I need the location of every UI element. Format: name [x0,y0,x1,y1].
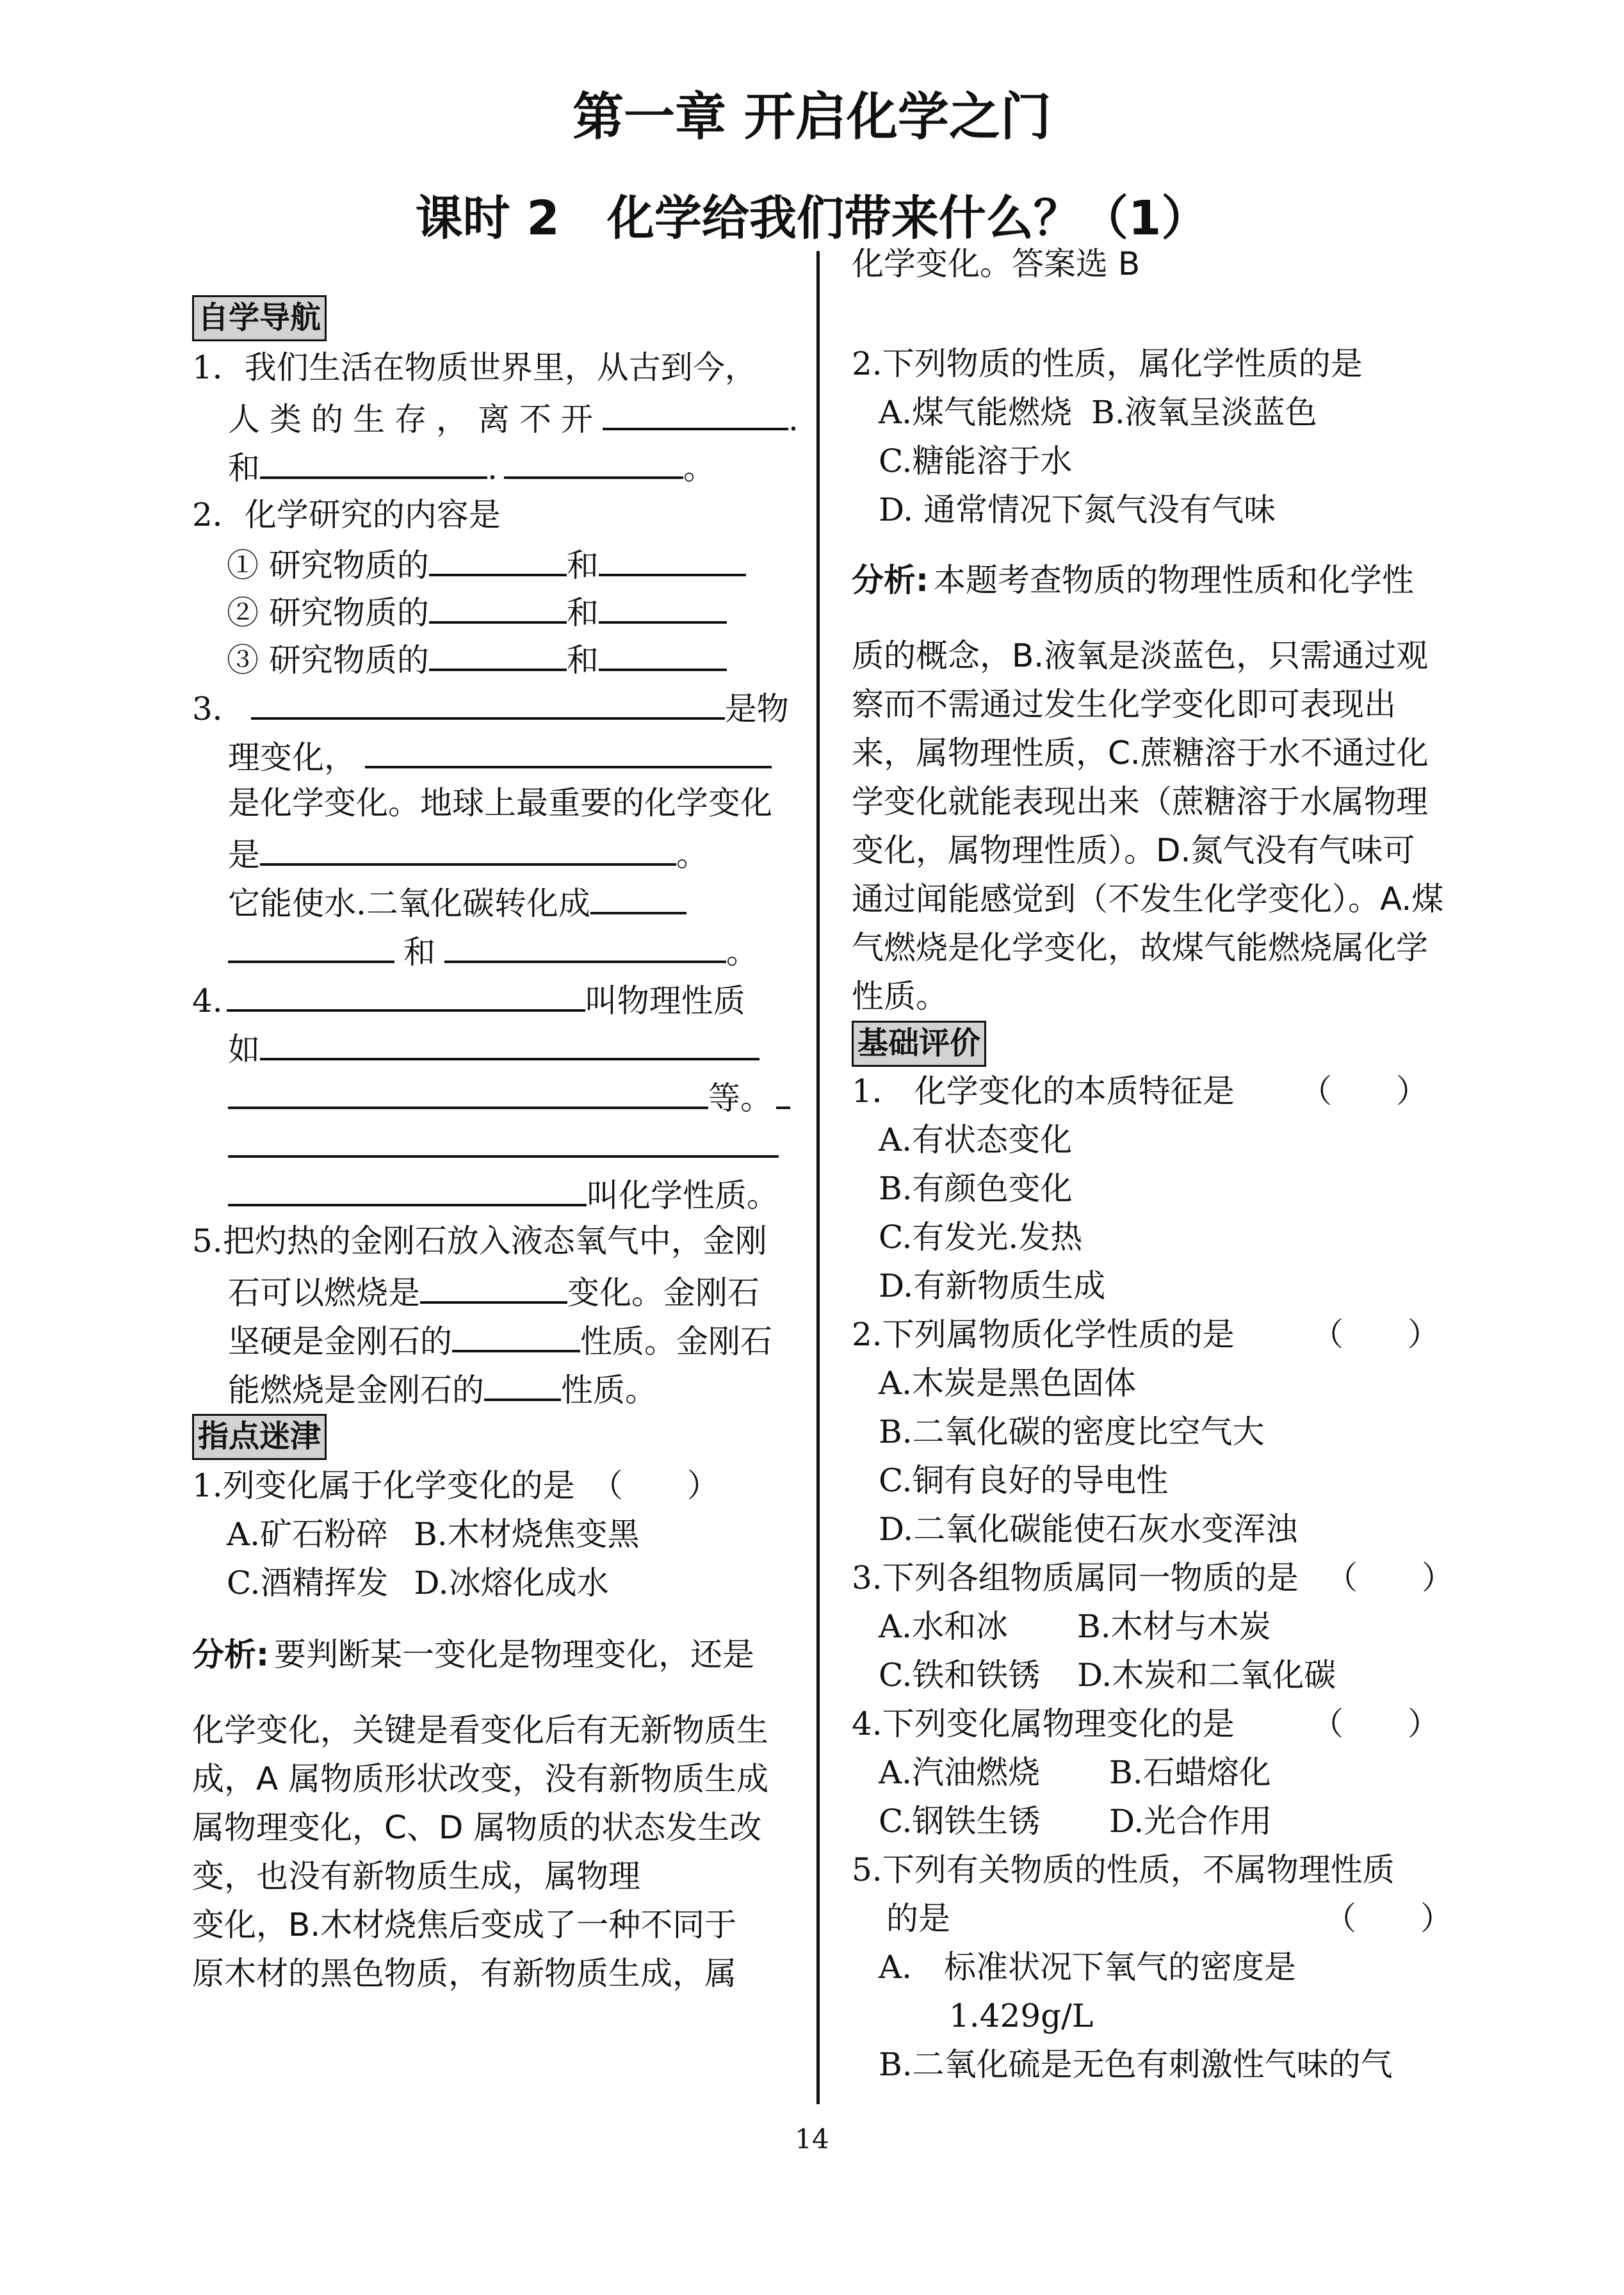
q3-line1: 3． 是物 [192,684,789,727]
q5-line4: 能燃烧是金刚石的 性质。 [228,1365,657,1409]
column-divider [816,251,820,2104]
basic-q1-option: A.有状态变化 [879,1121,1073,1158]
q4-line4 [228,1122,779,1165]
analysis2-line: 学变化就能表现出来（蔗糖溶于水属物理 [852,783,1428,820]
analysis1-line: 成，A 属物质形状改变，没有新物质生成 [192,1760,769,1797]
example1-stem: 1.列变化属于化学变化的是 （ ） [192,1467,719,1504]
page-number: 14 [795,2123,829,2155]
basic-q2-option: C.铜有良好的导电性 [879,1462,1169,1499]
q3-line4: 是 。 [228,830,708,873]
q2-sub3: ③ 研究物质的 和 [227,635,727,679]
analysis2-line: 质的概念，B.液氧是淡蓝色，只需通过观 [852,637,1429,674]
basic-q2-stem: 2.下列属物质化学性质的是 [852,1316,1235,1353]
q5-line2: 石可以燃烧是 变化。金刚石 [228,1268,759,1311]
basic-q2-answer-paren: （ ） [1311,1316,1440,1353]
analysis2-line: 通过闻能感觉到（不发生化学变化）。A.煤 [852,880,1444,918]
basic-q5-option-a: A. 标准状况下氧气的密度是 [879,1949,1297,1986]
section-heading-basic: 基础评价 [852,1021,986,1067]
q3-line6: 和 。 [228,927,758,971]
section-heading-self-study: 自学导航 [192,295,327,341]
q4-line2: 如 [228,1025,759,1068]
basic-q2-option: D.二氧化碳能使石灰水变浑浊 [879,1511,1298,1548]
basic-q3-answer-paren: （ ） [1326,1559,1454,1596]
analysis2-line: 察而不需通过发生化学变化即可表现出 [852,686,1396,723]
basic-q3-options-cd: C.铁和铁锈 D.木炭和二氧化碳 [879,1657,1336,1694]
analysis2-line: 气燃烧是化学变化，故煤气能燃烧属化学 [852,929,1428,966]
q1-line3: 和 . 。 [228,443,715,487]
example2-option-d: D. 通常情况下氮气没有气味 [879,491,1276,528]
q1-line1: 1．我们生活在物质世界里，从古到今， [192,349,757,386]
example1-options-cd: C.酒精挥发 D.冰熔化成水 [227,1564,609,1602]
example2-options-ab: A.煤气能燃烧 B.液氧呈淡蓝色 [879,394,1317,431]
basic-q1-stem: 1． 化学变化的本质特征是 [852,1073,1235,1110]
q2-line1: 2．化学研究的内容是 [192,496,501,533]
analysis2-line: 变化，属物理性质）。D.氮气没有气味可 [852,832,1415,869]
basic-q5-stem-cont: 的是 [886,1900,950,1937]
q4-line1: 4. 叫物理性质 [192,976,745,1019]
q3-line3: 是化学变化。地球上最重要的化学变化 [228,784,772,822]
q1-line2: 人类的生存，离不开 . [228,394,799,438]
q5-line3: 坚硬是金刚石的 性质。金刚石 [228,1317,772,1360]
basic-q2-option: A.木炭是黑色固体 [879,1365,1137,1402]
basic-q3-stem: 3.下列各组物质属同一物质的是 [852,1559,1299,1596]
basic-q1-option: B.有颜色变化 [879,1170,1073,1207]
basic-q5-stem: 5.下列有关物质的性质，不属物理性质 [852,1851,1395,1888]
basic-q5-option-a-cont: 1.429g/L [949,1997,1094,2034]
analysis1-first-line: 分析: 要判断某一变化是物理变化，还是 [192,1636,754,1673]
basic-q5-answer-paren: （ ） [1324,1900,1452,1937]
analysis1-line: 属物理变化，C、D 属物质的状态发生改 [192,1809,762,1846]
analysis1-line: 化学变化，关键是看变化后有无新物质生 [192,1712,768,1749]
chapter-title: 第一章 开启化学之门 [572,87,1052,147]
example1-options-ab: A.矿石粉碎 B.木材烧焦变黑 [227,1516,640,1553]
q4-line5: 叫化学性质。 [228,1171,779,1214]
basic-q4-options-ab: A.汽油燃烧 B.石蜡熔化 [879,1754,1271,1791]
analysis1-line: 变化，B.木材烧焦后变成了一种不同于 [192,1906,737,1943]
q2-sub1: ① 研究物质的 和 [227,540,746,584]
analysis1-continuation: 化学变化。答案选 B [852,245,1141,282]
example2-stem: 2.下列物质的性质，属化学性质的是 [852,345,1363,382]
analysis1-line: 变，也没有新物质生成，属物理 [192,1858,640,1895]
lesson-title: 课时 2 化学给我们带来什么？（1） [415,191,1209,246]
analysis2-first-line: 分析: 本题考查物质的物理性质和化学性 [852,562,1414,599]
q3-line2: 理变化， [228,733,772,776]
basic-q4-stem: 4.下列变化属物理变化的是 [852,1705,1235,1742]
basic-q2-option: B.二氧化碳的密度比空气大 [879,1413,1265,1450]
q4-line3: 等。 [228,1073,790,1117]
section-heading-tips: 指点迷津 [192,1414,327,1460]
basic-q5-option-b: B.二氧化硫是无色有刺激性气味的气 [879,2046,1393,2083]
basic-q4-options-cd: C.钢铁生锈 D.光合作用 [879,1803,1272,1840]
analysis2-line: 来，属物理性质，C.蔗糖溶于水不通过化 [852,734,1429,772]
basic-q1-option: D.有新物质生成 [879,1267,1106,1304]
example2-option-c: C.糖能溶于水 [879,442,1073,480]
basic-q4-answer-paren: （ ） [1311,1705,1440,1742]
q5-line1: 5.把灼热的金刚石放入液态氧气中，金刚 [192,1222,767,1260]
q3-line5: 它能使水.二氧化碳转化成 [228,879,686,922]
analysis1-line: 原木材的黑色物质，有新物质生成，属 [192,1955,736,1992]
analysis2-line: 性质。 [852,978,948,1015]
basic-q3-options-ab: A.水和冰 B.木材与木炭 [879,1608,1271,1645]
basic-q1-option: C.有发光.发热 [879,1219,1083,1256]
basic-q1-answer-paren: （ ） [1300,1073,1428,1110]
q2-sub2: ② 研究物质的 和 [227,588,727,631]
